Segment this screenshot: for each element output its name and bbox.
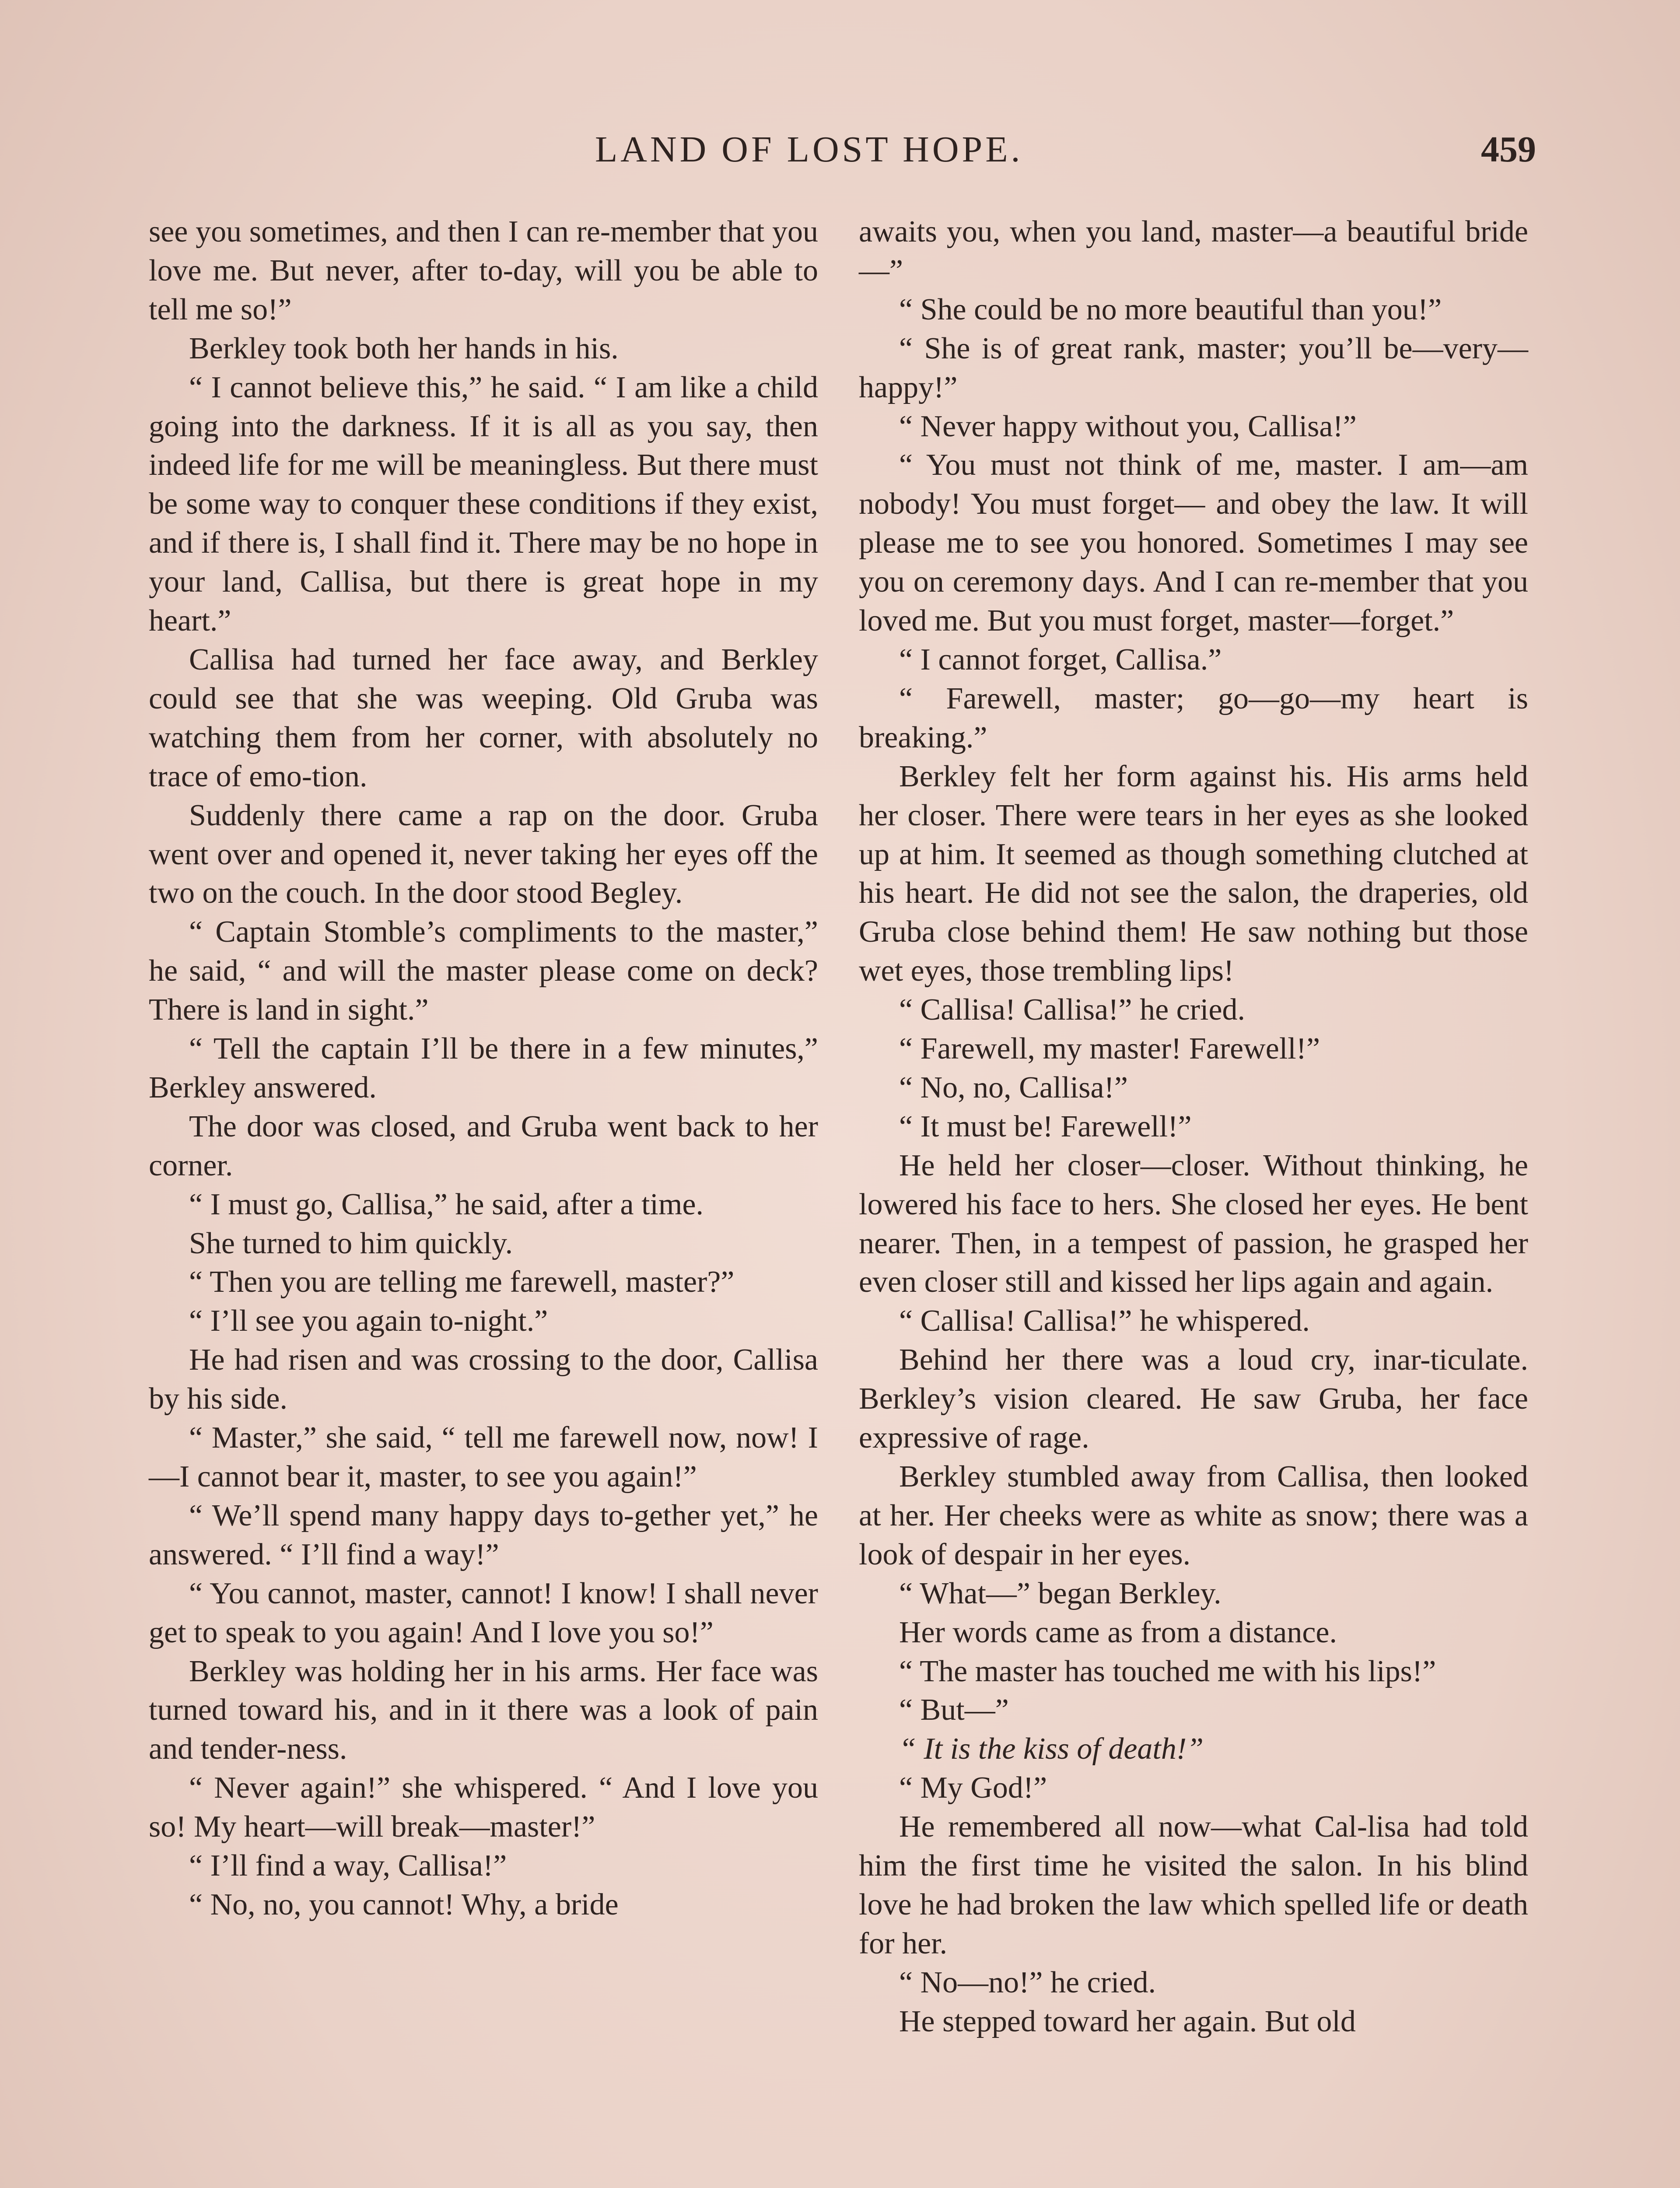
paragraph: He had risen and was crossing to the door, Callisa by his side. (149, 1343, 818, 1416)
paragraph: “ I’ll see you again to-night.” (189, 1304, 548, 1338)
paragraph: She turned to him quickly. (189, 1226, 513, 1260)
paragraph: “ Farewell, master; go—go—my heart is breaking.” (859, 681, 1528, 754)
paragraph: “ I’ll find a way, Callisa!” (189, 1849, 507, 1883)
paragraph: “ Never happy without you, Callisa!” (899, 409, 1357, 443)
paragraph: Behind her there was a loud cry, inar-ticulate. Berkley’s vision cleared. He saw Gruba, her face expressive of rage. (859, 1343, 1528, 1455)
paragraph: “ Tell the captain I’ll be there in a few minutes,” Berkley answered. (149, 1032, 818, 1105)
paragraph: Berkley was holding her in his arms. Her face was turned toward his, and in it there was a look of pain and tender-ness. (149, 1654, 818, 1766)
paragraph: “ Never again!” she whispered. “ And I love you so! My heart—will break—master!” (149, 1771, 818, 1844)
paragraph: Berkley stumbled away from Callisa, then looked at her. Her cheeks were as white as snow; there was a look of despair in her eyes. (859, 1460, 1528, 1571)
paragraph: “ We’ll spend many happy days to-gether yet,” he answered. “ I’ll find a way!” (149, 1498, 818, 1571)
paragraph: “ My God!” (899, 1771, 1047, 1805)
paragraph: see you sometimes, and then I can re-member that you love me. But never, after to-day, will you be able to tell me so!” (149, 215, 818, 326)
paragraph: Suddenly there came a rap on the door. Gruba went over and opened it, never taking her eyes off the two on the couch. In the door stood Begley. (149, 798, 818, 910)
paragraph: “ I cannot forget, Callisa.” (899, 642, 1222, 677)
paragraph: “ No—no!” he cried. (899, 1965, 1156, 1999)
paragraph: “ But—” (899, 1693, 1009, 1727)
paragraph: “ Farewell, my master! Farewell!” (899, 1032, 1320, 1066)
running-head: LAND OF LOST HOPE. (595, 129, 1023, 170)
paragraph: “ What—” began Berkley. (899, 1576, 1222, 1610)
right-column (859, 213, 1528, 2041)
paragraph: “ No, no, Callisa!” (899, 1070, 1128, 1105)
paragraph: The door was closed, and Gruba went back to her corner. (149, 1109, 818, 1182)
paragraph: “ You cannot, master, cannot! I know! I shall never get to speak to you again! And I love you so!” (149, 1576, 818, 1649)
paragraph: “ Captain Stomble’s compliments to the master,” he said, “ and will the master please come on deck? There is land in sight.” (149, 915, 818, 1027)
paragraph: “ Master,” she said, “ tell me farewell now, now! I—I cannot bear it, master, to see you again!” (149, 1421, 818, 1494)
paragraph: “ No, no, you cannot! Why, a bride (189, 1887, 619, 1922)
paragraph: “ The master has touched me with his lips!” (899, 1654, 1436, 1688)
paragraph: “ I must go, Callisa,” he said, after a time. (189, 1187, 704, 1221)
paragraph: Berkley took both her hands in his. (189, 331, 619, 365)
left-column (149, 213, 818, 1925)
paragraph: He stepped toward her again. But old (899, 2004, 1356, 2038)
paragraph: He remembered all now—what Cal-lisa had told him the first time he visited the salon. In his blind love he had broken the law which spelled life or death for her. (859, 1810, 1528, 1960)
paragraph: “ I cannot believe this,” he said. “ I am like a child going into the darkness. If it is all as you say, then indeed life for me will be meaningless. But there must be some way to conquer these conditions if they exist, and if there is, I shall find it. There may be no hope in your land, Callisa, but there is great hope in my heart.” (149, 370, 818, 638)
paragraph-italic: “ It is the kiss of death!” (899, 1732, 1204, 1766)
paragraph: Callisa had turned her face away, and Berkley could see that she was weeping. Old Gruba was watching them from her corner, with absolutely no trace of emo-tion. (149, 642, 818, 793)
paragraph: “ Callisa! Callisa!” he whispered. (899, 1304, 1310, 1338)
paragraph: Her words came as from a distance. (899, 1615, 1337, 1649)
paragraph: awaits you, when you land, master—a beautiful bride—” (859, 215, 1528, 288)
paragraph: “ Then you are telling me farewell, master?” (189, 1265, 735, 1299)
paragraph: “ She is of great rank, master; you’ll be—very—happy!” (859, 331, 1528, 404)
paragraph: He held her closer—closer. Without thinking, he lowered his face to hers. She closed her eyes. He bent nearer. Then, in a tempest of passion, he grasped her even closer still and kissed her lips again and again. (859, 1148, 1528, 1299)
paragraph: “ Callisa! Callisa!” he cried. (899, 993, 1246, 1027)
page-number: 459 (1481, 129, 1536, 170)
paragraph: “ You must not think of me, master. I am—am nobody! You must forget— and obey the law. It will please me to see you honored. Sometimes I may see you on ceremony days. And I can re-member that you loved me. But you must forget, master—forget.” (859, 448, 1528, 638)
paragraph: “ She could be no more beautiful than you!” (899, 292, 1442, 326)
paragraph: Berkley felt her form against his. His arms held her closer. There were tears in her eyes as she looked up at him. It seemed as though something clutched at his heart. He did not see the salon, the draperies, old Gruba close behind them! He saw nothing but those wet eyes, those trembling lips! (859, 759, 1528, 988)
paragraph: “ It must be! Farewell!” (899, 1109, 1192, 1143)
